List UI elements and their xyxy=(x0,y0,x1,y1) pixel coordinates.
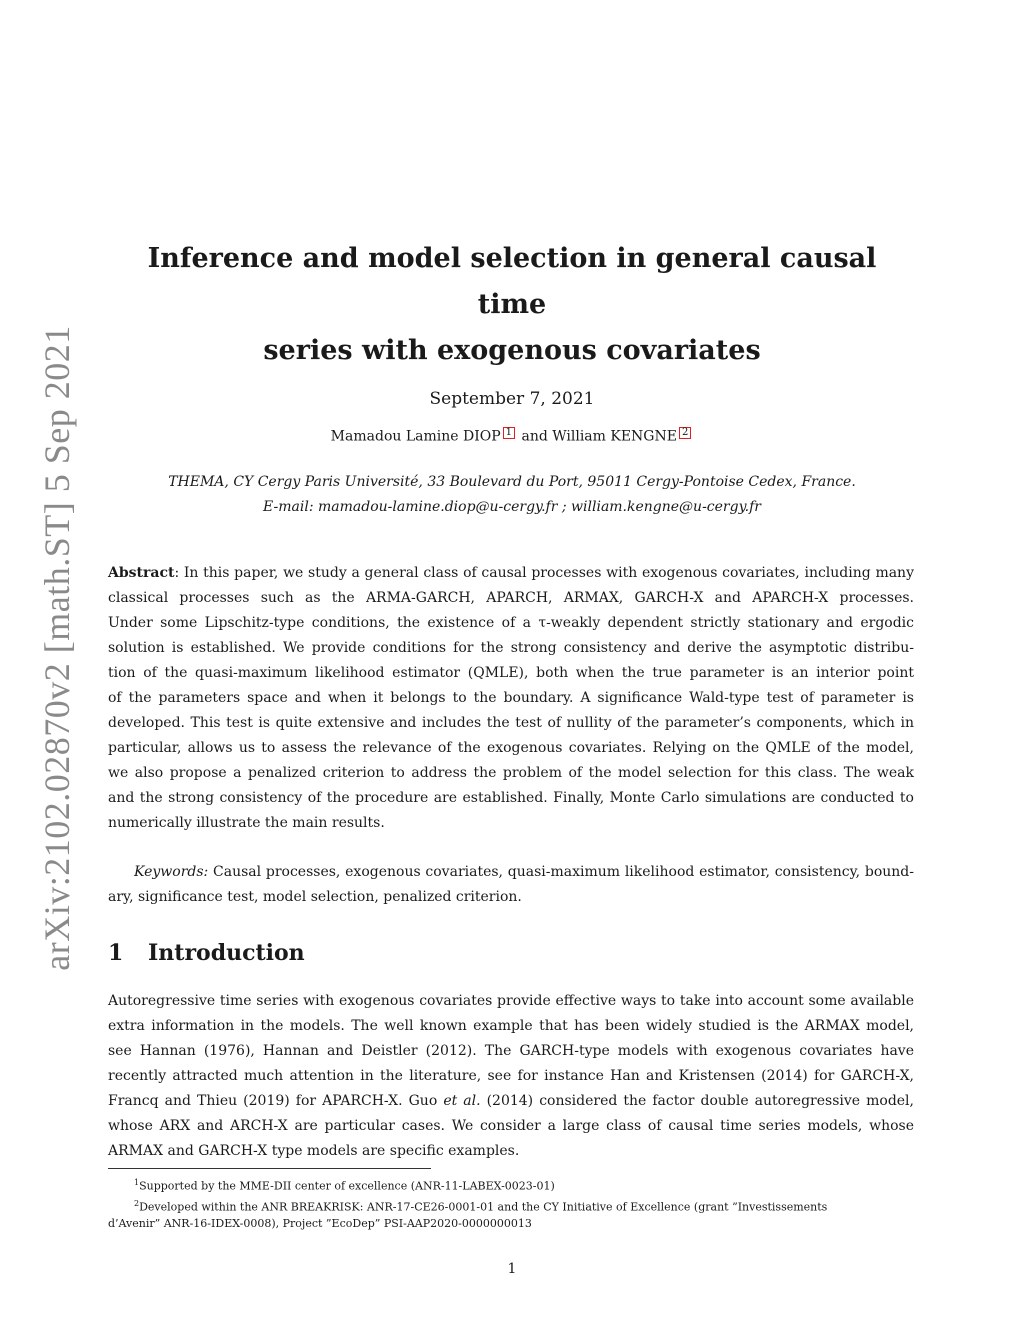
section-number: 1 xyxy=(108,940,124,966)
paper-title xyxy=(110,236,914,374)
footnote-divider xyxy=(108,1168,431,1169)
intro-line: ARMAX and GARCH-X type models are specific examples. xyxy=(108,1143,520,1159)
abstract-line: particular, allows us to assess the relevance of the exogenous covariates. Relying on the QMLE of the model, xyxy=(108,740,914,756)
intro-line: Autoregressive time series with exogenous covariates provide effective ways to take into account some available xyxy=(108,993,914,1009)
abstract-line xyxy=(108,561,914,586)
footnotes xyxy=(108,1174,914,1232)
affiliation-address: THEMA, CY Cergy Paris Université, 33 Boulevard du Port, 95011 Cergy-Pontoise Cedex, France. xyxy=(168,474,856,490)
title-line-1: Inference and model selection in general causal time xyxy=(147,243,877,320)
page-number: 1 xyxy=(507,1261,517,1277)
paper-date: September 7, 2021 xyxy=(429,389,595,409)
abstract-line: developed. This test is quite extensive and includes the test of nullity of the parameter’s components, which in xyxy=(108,715,914,731)
abstract-line: numerically illustrate the main results. xyxy=(108,815,385,831)
section-title: Introduction xyxy=(148,940,305,966)
footnote-1-mark: 1 xyxy=(134,1178,140,1187)
footnote-2 xyxy=(108,1195,914,1216)
introduction-paragraph xyxy=(108,989,914,1164)
keywords xyxy=(108,860,914,910)
keywords-line xyxy=(108,860,914,885)
author-1: Mamadou Lamine DIOP xyxy=(330,428,501,445)
footnote-1-text: Supported by the MME-DII center of excellence (ANR-11-LABEX-0023-01) xyxy=(139,1179,555,1193)
author-2: and William KENGNE xyxy=(521,428,677,445)
abstract-line: classical processes such as the ARMA-GARCH, APARCH, ARMAX, GARCH-X and APARCH-X processes. xyxy=(108,590,914,606)
section-heading-introduction xyxy=(108,940,305,966)
footnote-link-2[interactable]: 2 xyxy=(679,427,691,439)
arxiv-identifier-stamp: arXiv:2102.02870v2 [math.ST] 5 Sep 2021 xyxy=(37,325,77,971)
footnote-2-continued: d’Avenir” ANR-16-IDEX-0008), Project ”EcoDep” PSI-AAP2020-0000000013 xyxy=(108,1217,532,1231)
abstract-line: we also propose a penalized criterion to address the problem of the model selection for this class. The weak xyxy=(108,765,914,781)
footnote-2-mark: 2 xyxy=(134,1198,140,1208)
abstract-line: and the strong consistency of the procedure are established. Finally, Monte Carlo simulations are conducted to xyxy=(108,790,914,806)
abstract xyxy=(108,561,914,836)
affiliation-email: E-mail: mamadou-lamine.diop@u-cergy.fr ; william.kengne@u-cergy.fr xyxy=(263,499,761,515)
abstract-label: Abstract xyxy=(108,565,175,581)
footnote-1 xyxy=(108,1174,914,1195)
footnote-2-text: Developed within the ANR BREAKRISK: ANR-17-CE26-0001-01 and the CY Initiative of Excellence (grant ”Investissements xyxy=(139,1200,828,1214)
abstract-line: solution is established. We provide conditions for the strong consistency and derive the asymptotic distribu- xyxy=(108,640,914,656)
affiliation xyxy=(110,470,914,520)
footnote-link-1[interactable]: 1 xyxy=(503,427,515,439)
intro-line: whose ARX and ARCH-X are particular cases. We consider a large class of causal time series models, whose xyxy=(108,1118,914,1134)
intro-line xyxy=(108,1089,914,1114)
keywords-text: Causal processes, exogenous covariates, quasi-maximum likelihood estimator, consistency, bound- xyxy=(213,864,915,880)
author-list xyxy=(110,427,914,445)
keywords-line: ary, significance test, model selection, penalized criterion. xyxy=(108,889,522,905)
abstract-line: of the parameters space and when it belongs to the boundary. A significance Wald-type test of parameter is xyxy=(108,690,914,706)
intro-text: (2014) considered the factor double autoregressive model, xyxy=(480,1093,914,1109)
intro-line: recently attracted much attention in the literature, see for instance Han and Kristensen (2014) for GARCH-X, xyxy=(108,1068,914,1084)
intro-line: extra information in the models. The well known example that has been widely studied is the ARMAX model, xyxy=(108,1018,914,1034)
title-line-2: series with exogenous covariates xyxy=(263,335,761,366)
intro-emphasis: et al. xyxy=(443,1093,481,1109)
abstract-text: : In this paper, we study a general class of causal processes with exogenous covariates, including many xyxy=(174,565,914,581)
keywords-label: Keywords: xyxy=(134,864,209,880)
abstract-line: tion of the quasi-maximum likelihood estimator (QMLE), both when the true parameter is an interior point xyxy=(108,665,914,681)
abstract-line: Under some Lipschitz-type conditions, the existence of a τ-weakly dependent strictly stationary and ergodic xyxy=(108,615,914,631)
intro-line: see Hannan (1976), Hannan and Deistler (2012). The GARCH-type models with exogenous covariates have xyxy=(108,1043,914,1059)
intro-text: Francq and Thieu (2019) for APARCH-X. Guo xyxy=(108,1093,444,1109)
